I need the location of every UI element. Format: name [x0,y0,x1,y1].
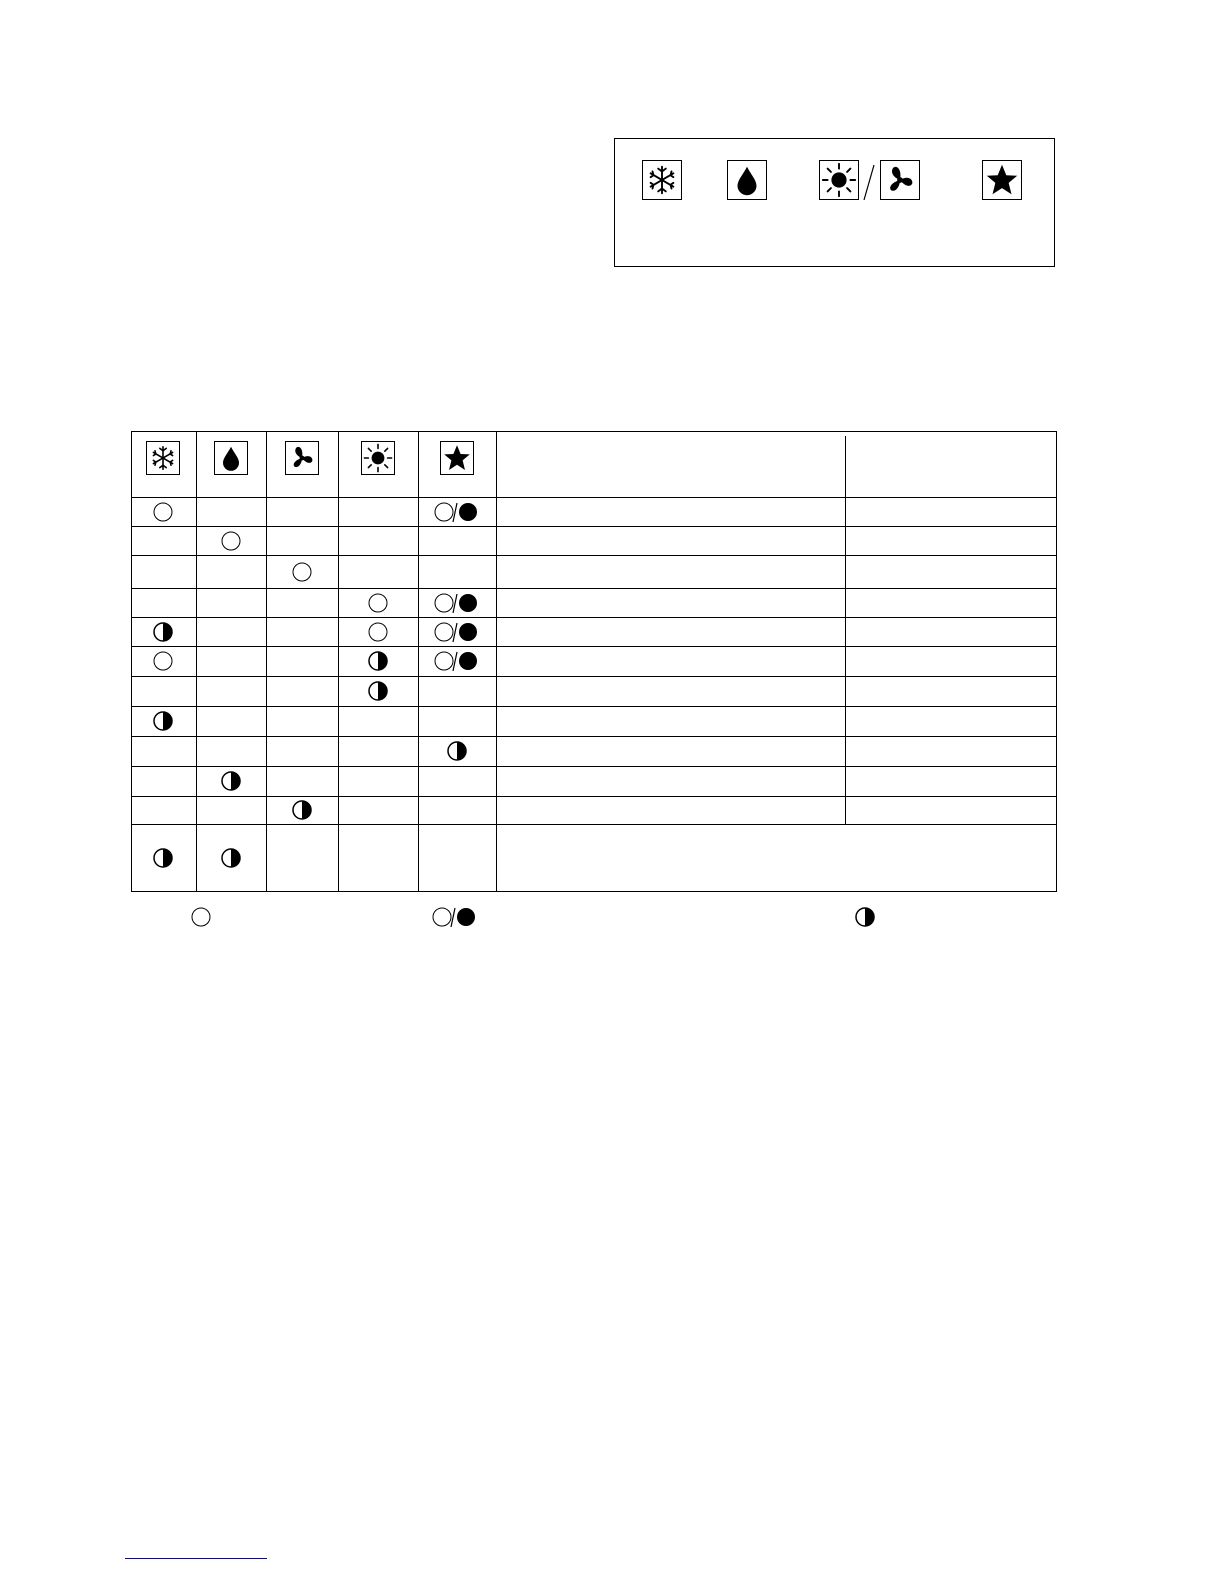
half-circle-icon [152,621,174,648]
off-on-indicator [434,592,480,619]
row-divider [131,617,1056,618]
half-circle-icon [367,650,389,677]
column-divider [266,431,267,891]
column-divider [196,431,197,891]
row-divider [131,646,1056,647]
empty-circle-icon [367,592,389,619]
droplet-icon [727,160,767,200]
row-divider [131,736,1056,737]
slash-separator [861,162,877,202]
fan-icon [285,441,319,475]
half-circle-icon [291,799,313,826]
row-divider [131,676,1056,677]
fan-icon [880,160,920,200]
indicator-status-table [131,431,1057,892]
snowflake-icon [146,441,180,475]
empty-circle-icon [291,561,313,588]
half-circle-icon [446,740,468,767]
off-on-indicator [434,501,480,528]
off-on-indicator [432,906,478,933]
empty-circle-icon [152,501,174,528]
droplet-icon [214,441,248,475]
indicator-panel [614,138,1055,267]
empty-circle-icon [190,906,212,933]
row-divider [131,497,1056,498]
empty-circle-icon [152,650,174,677]
off-on-indicator [434,650,480,677]
off-on-indicator [434,621,480,648]
half-circle-icon [367,680,389,707]
sun-icon [361,441,395,475]
row-divider [131,766,1056,767]
star-icon [440,441,474,475]
column-divider [418,431,419,891]
row-divider [131,796,1056,797]
row-divider [131,706,1056,707]
half-circle-icon [152,710,174,737]
empty-circle-icon [367,621,389,648]
column-divider [845,436,846,824]
half-circle-icon [152,847,174,874]
row-divider [131,824,1056,825]
column-divider [496,431,497,891]
half-circle-icon [220,847,242,874]
sun-icon [819,160,859,200]
column-divider [338,431,339,891]
row-divider [131,526,1056,527]
row-divider [131,555,1056,556]
footer-link[interactable] [125,1558,267,1559]
half-circle-icon [220,770,242,797]
star-icon [982,160,1022,200]
snowflake-icon [642,160,682,200]
half-circle-icon [854,906,876,933]
row-divider [131,588,1056,589]
empty-circle-icon [220,530,242,557]
